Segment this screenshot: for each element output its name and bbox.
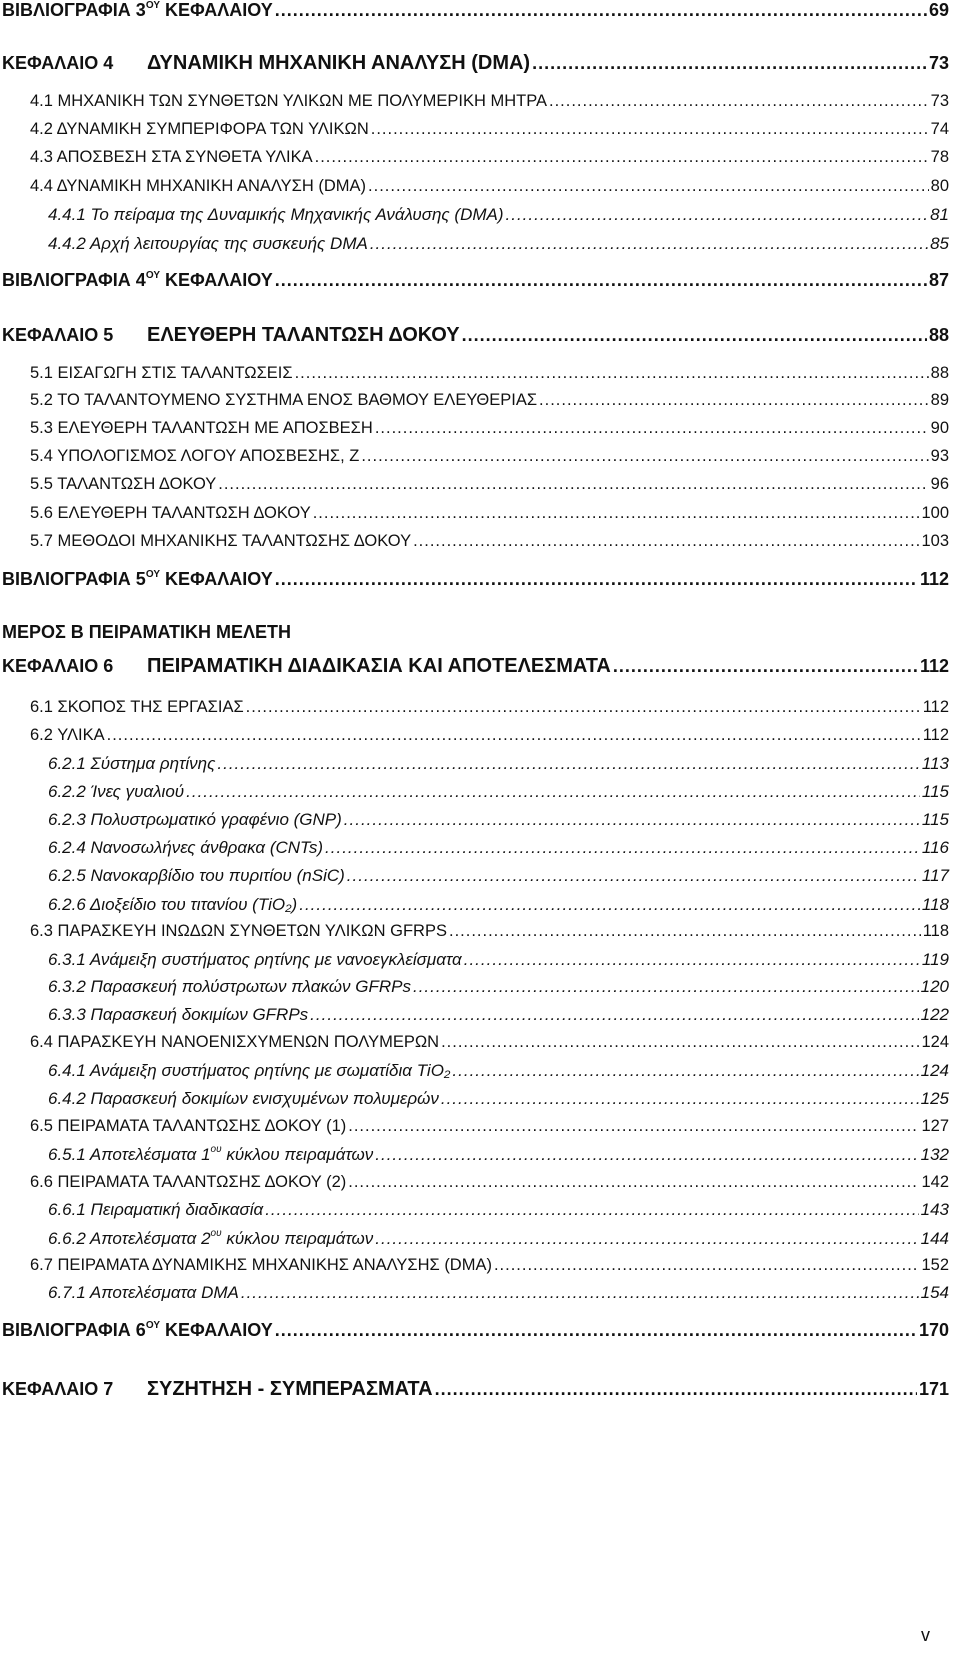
toc-entry-label [30,120,369,139]
page-ref: 144 [920,1229,949,1248]
page-ref: 90 [930,419,949,437]
page-ref: 74 [930,120,949,138]
toc-entry-label [30,504,311,523]
toc-entry [0,234,960,254]
toc-entry [0,810,960,830]
toc-entry-label [48,1089,439,1109]
toc-entry-label [2,1320,273,1341]
toc-entry-label [48,1283,239,1303]
entry-text: 6.4.2 Παρασκευή δοκιμίων ενισχυμένων πολυμερών [48,1089,439,1108]
dot-leader [539,391,929,410]
page-ref: 93 [930,447,949,465]
dot-leader [107,726,921,745]
page-ref: 87 [928,270,949,290]
page-ref: 125 [920,1089,949,1108]
toc-entry-label [48,1144,373,1165]
toc-entry-label [48,866,345,886]
toc-entry-label [2,52,530,75]
entry-text: 6.7 ΠΕΙΡΑΜΑΤΑ ΔΥΝΑΜΙΚΗΣ ΜΗΧΑΝΙΚΗΣ ΑΝΑΛΥΣΗΣ (DMA) [30,1256,492,1274]
dot-leader [361,447,928,466]
dot-leader [435,1379,917,1400]
entry-text: ΜΕΡΟΣ Β ΠΕΙΡΑΜΑΤΙΚΗ ΜΕΛΕΤΗ [2,622,291,642]
toc-entry [0,120,960,139]
dot-leader [494,1256,920,1275]
dot-leader [299,895,920,915]
page-ref: 119 [921,950,949,969]
dot-leader [441,1033,919,1052]
toc-entry [0,1061,960,1081]
entry-text: ΒΙΒΛΙΟΓΡΑΦΙΑ 3 [2,0,146,20]
entry-text: 6.3 ΠΑΡΑΣΚΕΥΗ ΙΝΩΔΩΝ ΣΥΝΘΕΤΩΝ ΥΛΙΚΩΝ GFRPS [30,922,447,940]
toc-entry-label [30,148,313,167]
toc-entry [0,838,960,858]
dot-leader [186,782,920,802]
dot-leader [371,120,929,139]
chapter-number: ΚΕΦΑΛΑΙΟ 5 [2,325,114,345]
entry-text: 4.1 ΜΗΧΑΝΙΚΗ ΤΩΝ ΣΥΝΘΕΤΩΝ ΥΛΙΚΩΝ ΜΕ ΠΟΛΥΜΕΡΙΚΗ ΜΗΤΡΑ [30,92,547,110]
page-ref: 118 [921,895,949,914]
toc-entry-label [30,475,216,494]
page-ref: 78 [930,148,949,166]
entry-superscript: ου [210,1144,222,1155]
toc-entry [0,177,960,196]
toc-entry [0,1117,960,1136]
entry-text: 4.3 ΑΠΟΣΒΕΣΗ ΣΤΑ ΣΥΝΘΕΤΑ ΥΛΙΚΑ [30,148,313,166]
toc-entry [0,950,960,970]
entry-text: 6.3.1 Ανάμειξη συστήματος ρητίνης με νανοεγκλείσματα [48,950,462,969]
toc-entry-label [48,754,215,774]
toc-entry-label [48,977,411,997]
toc-entry [0,895,960,915]
dot-leader [375,419,929,438]
entry-text: 5.3 ΕΛΕΥΘΕΡΗ ΤΑΛΑΝΤΩΣΗ ΜΕ ΑΠΟΣΒΕΣΗ [30,419,373,437]
toc-entry-label [48,234,368,254]
toc-entry [0,977,960,997]
page-ref: 100 [921,504,949,522]
page-ref: 73 [928,53,949,73]
page-ref: 112 [919,656,949,676]
entry-text: 4.4 ΔΥΝΑΜΙΚΗ ΜΗΧΑΝΙΚΗ ΑΝΑΛΥΣΗ (DMA) [30,177,367,195]
page-ref: 170 [918,1320,949,1340]
dot-leader [375,1229,918,1249]
page-ref: 112 [922,726,949,744]
page-ref: 132 [920,1145,949,1164]
dot-leader [315,148,929,167]
toc-entry [0,1378,960,1401]
toc-entry-label [30,922,447,941]
entry-text: 5.6 ΕΛΕΥΘΕΡΗ ΤΑΛΑΝΤΩΣΗ ΔΟΚΟΥ [30,504,311,522]
dot-leader [275,270,927,291]
dot-leader [265,1200,918,1220]
toc-entry-label [48,950,462,970]
entry-text: 6.6.2 Αποτελέσματα 2 [48,1229,211,1248]
toc-entry-label [2,569,273,590]
dot-leader [462,325,927,346]
page-ref: 122 [920,1005,949,1024]
entry-superscript: ΟΥ [145,1320,160,1331]
toc-entry-label [48,838,323,858]
entry-text: ΒΙΒΛΙΟΓΡΑΦΙΑ 5 [2,569,146,589]
toc-entry-label [2,622,291,643]
toc-entry-label [30,177,366,196]
entry-superscript: ου [210,1228,222,1239]
page-number: v [921,1625,930,1645]
entry-text: 5.2 ΤΟ ΤΑΛΑΝΤΟΥΜΕΝΟ ΣΥΣΤΗΜΑ ΕΝΟΣ ΒΑΘΜΟΥ ΕΛΕΥΘΕΡΙΑΣ [30,391,538,409]
toc-entry [0,1228,960,1249]
toc-entry-label [2,0,273,21]
entry-text: 6.6.1 Πειραματική διαδικασία [48,1200,264,1219]
entry-text: 6.1 ΣΚΟΠΟΣ ΤΗΣ ΕΡΓΑΣΙΑΣ [30,698,244,716]
entry-text: 6.5.1 Αποτελέσματα 1 [48,1145,211,1164]
page-ref: 152 [921,1256,949,1274]
entry-text: 6.3.3 Παρασκευή δοκιμίων GFRPs [48,1005,309,1024]
dot-leader [368,177,929,196]
toc-entry [0,1033,960,1052]
toc-entry [0,391,960,410]
dot-leader [246,698,921,717]
page-ref: 117 [921,866,949,885]
dot-leader [370,234,928,254]
toc-entry [0,698,960,717]
dot-leader [506,205,929,225]
entry-text: 6.2.2 Ίνες γυαλιού [48,782,185,801]
entry-superscript: ΟΥ [145,0,160,11]
page-ref: 154 [920,1283,949,1302]
dot-leader [449,922,921,941]
dot-leader [613,656,918,677]
toc-entry [0,1089,960,1109]
page-ref: 81 [930,205,949,224]
entry-superscript: ΟΥ [145,270,160,281]
entry-text-tail: κύκλου πειραμάτων [221,1145,374,1164]
page-ref: 113 [921,754,949,773]
page-ref: 142 [921,1173,949,1191]
toc-entry-label [48,810,342,830]
entry-text: 5.4 ΥΠΟΛΟΓΙΣΜΟΣ ΛΟΓΟΥ ΑΠΟΣΒΕΣΗΣ, Ζ [30,447,360,465]
dot-leader [310,1005,918,1025]
chapter-number: ΚΕΦΑΛΑΙΟ 6 [2,656,114,676]
entry-text: 6.4.1 Ανάμειξη συστήματος ρητίνης με σωματίδια TiO₂ [48,1061,451,1080]
entry-text: 6.2.1 Σύστημα ρητίνης [48,754,216,773]
toc-entry [0,1320,960,1341]
entry-text-tail: κύκλου πειραμάτων [221,1229,374,1248]
toc-entry-label [30,391,537,410]
entry-text-tail: ΚΕΦΑΛΑΙΟΥ [159,0,273,20]
dot-leader [313,504,920,523]
page-ref: 112 [922,698,949,716]
toc-entry-label [48,1005,308,1025]
toc-entry [0,1005,960,1025]
toc-entry-label [30,726,105,745]
entry-text: 6.5 ΠΕΙΡΑΜΑΤΑ ΤΑΛΑΝΤΩΣΗΣ ΔΟΚΟΥ (1) [30,1117,347,1135]
entry-text: 4.4.2 Αρχή λειτουργίας της συσκευής DMA [48,234,368,253]
entry-text: 6.6 ΠΕΙΡΑΜΑΤΑ ΤΑΛΑΝΤΩΣΗΣ ΔΟΚΟΥ (2) [30,1173,347,1191]
dot-leader [325,838,920,858]
toc-entry-label [30,532,411,551]
entry-text: 6.2.5 Νανοκαρβίδιο του πυριτίου (nSiC) [48,866,345,885]
page-ref: 112 [919,569,949,589]
toc-entry [0,475,960,494]
chapter-number: ΚΕΦΑΛΑΙΟ 4 [2,53,114,73]
dot-leader [241,1283,919,1303]
toc-entry-label [48,205,504,225]
toc-entry [0,205,960,225]
dot-leader [347,866,920,886]
toc-entry [0,1144,960,1165]
entry-text: 6.4 ΠΑΡΑΣΚΕΥΗ ΝΑΝΟΕΝΙΣΧΥΜΕΝΩΝ ΠΟΛΥΜΕΡΩΝ [30,1033,440,1051]
toc-entry [0,569,960,590]
dot-leader [413,977,919,997]
entry-text: 4.4.1 Το πείραμα της Δυναμικής Μηχανικής Ανάλυσης (DMA) [48,205,504,224]
toc-entry [0,782,960,802]
toc-entry-label [30,364,293,383]
toc-entry [0,754,960,774]
dot-leader [348,1117,919,1136]
toc-entry [0,324,960,347]
toc-entry-label [2,1378,433,1401]
toc-entry [0,532,960,551]
page-ref: 120 [920,977,949,996]
entry-text: ΒΙΒΛΙΟΓΡΑΦΙΑ 4 [2,270,146,290]
dot-leader [549,92,929,111]
page-ref: 171 [918,1379,949,1399]
dot-leader [344,810,920,830]
page-ref: 124 [921,1033,949,1051]
toc-entry-label [48,1228,373,1249]
toc-entry [0,1173,960,1192]
dot-leader [348,1173,919,1192]
toc-entry-label [48,1200,263,1220]
toc-entry [0,726,960,745]
entry-text-tail: ΚΕΦΑΛΑΙΟΥ [159,569,273,589]
toc-entry [0,922,960,941]
toc-entry [0,1283,960,1303]
page-ref: 96 [930,475,949,493]
toc-entry-label [48,895,297,915]
dot-leader [275,569,918,590]
page-ref: 88 [930,364,949,382]
chapter-title: ΕΛΕΥΘΕΡΗ ΤΑΛΑΝΤΩΣΗ ΔΟΚΟΥ [147,324,460,346]
dot-leader [464,950,920,970]
toc-entry [0,655,960,678]
entry-superscript: ΟΥ [145,569,160,580]
entry-text: 6.2.4 Νανοσωλήνες άνθρακα (CNTs) [48,838,324,857]
page-ref: 127 [921,1117,949,1135]
page-ref: 73 [930,92,949,110]
toc-entry-label [30,1117,346,1136]
toc-entry-label [30,1256,492,1275]
chapter-title: ΣΥΖΗΤΗΣΗ - ΣΥΜΠΕΡΑΣΜΑΤΑ [147,1378,433,1400]
dot-leader [532,53,927,74]
toc-entry-label [30,419,373,438]
toc-entry-label [30,698,244,717]
chapter-number: ΚΕΦΑΛΑΙΟ 7 [2,1379,114,1399]
entry-text: 6.2 ΥΛΙΚΑ [30,726,105,744]
entry-text: ΒΙΒΛΙΟΓΡΑΦΙΑ 6 [2,1320,146,1340]
dot-leader [217,754,920,774]
entry-text: 5.5 ΤΑΛΑΝΤΩΣΗ ΔΟΚΟΥ [30,475,217,493]
page-ref: 69 [928,0,949,20]
toc-entry-label [30,92,547,111]
entry-text: 4.2 ΔΥΝΑΜΙΚΗ ΣΥΜΠΕΡΙΦΟΡΑ ΤΩΝ ΥΛΙΚΩΝ [30,120,369,138]
dot-leader [375,1145,918,1165]
toc-entry [0,270,960,291]
page-ref: 124 [920,1061,949,1080]
dot-leader [413,532,919,551]
chapter-title: ΔΥΝΑΜΙΚΗ ΜΗΧΑΝΙΚΗ ΑΝΑΛΥΣΗ (DMA) [147,52,531,74]
toc-entry-label [30,1033,439,1052]
toc-entry [0,447,960,466]
toc-entry [0,866,960,886]
dot-leader [452,1061,918,1081]
dot-leader [441,1089,919,1109]
page-ref: 85 [930,234,949,253]
entry-text: 5.7 ΜΕΘΟΔΟΙ ΜΗΧΑΝΙΚΗΣ ΤΑΛΑΝΤΩΣΗΣ ΔΟΚΟΥ [30,532,412,550]
toc-entry-label [48,782,184,802]
toc-entry [0,364,960,383]
toc-entry-label [48,1061,450,1081]
dot-leader [295,364,929,383]
page-ref: 115 [921,782,949,801]
entry-text-tail: ΚΕΦΑΛΑΙΟΥ [159,270,273,290]
entry-text: 6.3.2 Παρασκευή πολύστρωτων πλακών GFRPs [48,977,411,996]
entry-text: 6.2.3 Πολυστρωματικό γραφένιο (GNP) [48,810,342,829]
dot-leader [275,1320,917,1341]
toc-entry-label [2,270,273,291]
page-ref: 88 [928,325,949,345]
toc-entry [0,622,960,643]
toc-entry-label [2,324,460,347]
entry-text-tail: ΚΕΦΑΛΑΙΟΥ [159,1320,273,1340]
toc-entry [0,52,960,75]
entry-text: 6.7.1 Αποτελέσματα DMA [48,1283,239,1302]
page-ref: 118 [922,922,949,940]
toc-entry [0,148,960,167]
toc-entry [0,0,960,21]
toc-entry [0,1200,960,1220]
toc-entry [0,92,960,111]
entry-text: 6.2.6 Διοξείδιο του τιτανίου (TiO₂) [48,895,298,914]
toc-entry-label [30,1173,346,1192]
toc-entry-label [30,447,359,466]
dot-leader [218,475,928,494]
page-ref: 116 [921,838,949,857]
chapter-title: ΠΕΙΡΑΜΑΤΙΚΗ ΔΙΑΔΙΚΑΣΙΑ ΚΑΙ ΑΠΟΤΕΛΕΣΜΑΤΑ [147,655,611,677]
dot-leader [275,0,927,21]
page-ref: 103 [921,532,949,550]
toc-entry [0,504,960,523]
page-ref: 115 [921,810,949,829]
toc-entry-label [2,655,611,678]
toc-entry [0,419,960,438]
page-ref: 89 [930,391,949,409]
page-ref: 143 [920,1200,949,1219]
page-ref: 80 [930,177,949,195]
toc-entry [0,1256,960,1275]
entry-text: 5.1 ΕΙΣΑΓΩΓΗ ΣΤΙΣ ΤΑΛΑΝΤΩΣΕΙΣ [30,364,293,382]
